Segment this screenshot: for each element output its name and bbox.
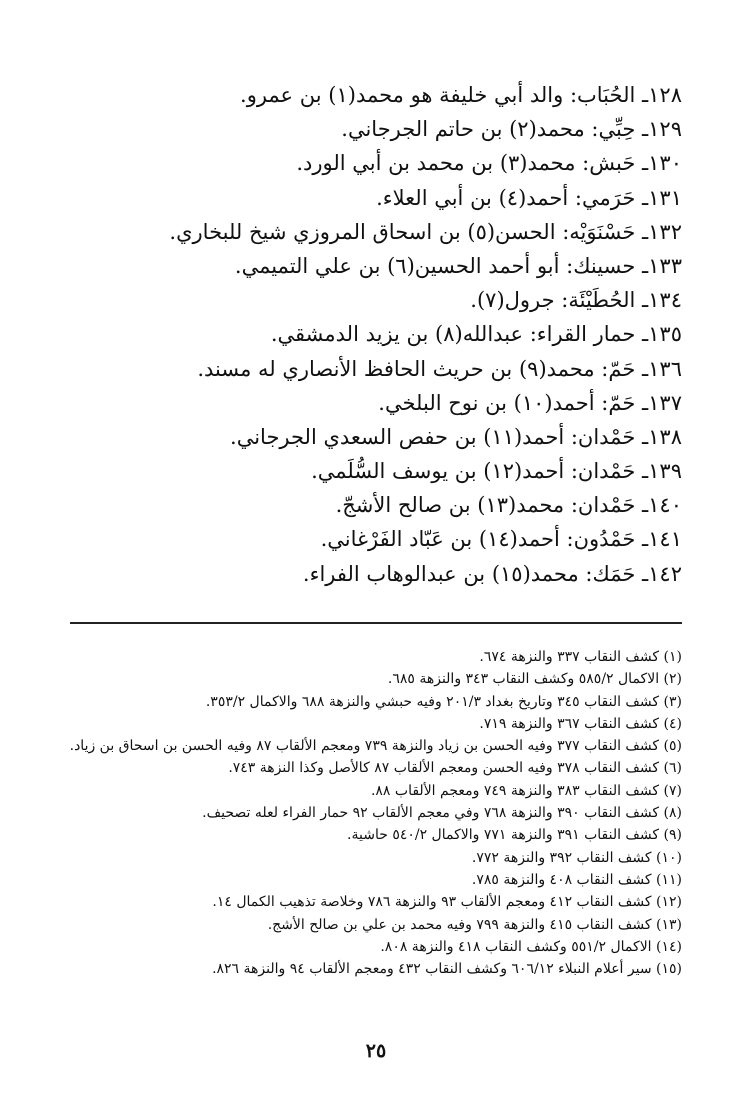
entry-number: ١٣١ـ — [642, 185, 682, 210]
entry-number: ١٤٢ـ — [642, 561, 682, 586]
entry-text: حَبش: محمد(٣) بن محمد بن أبي الورد. — [296, 151, 636, 176]
entry-number: ١٣٧ـ — [642, 390, 682, 415]
entry-139 — [62, 454, 682, 488]
footnote-2: (٢) الاكمال ٥٨٥/٢ وكشف النقاب ٣٤٣ والنزهة ٦٨٥. — [387, 671, 682, 688]
entry-128 — [62, 78, 682, 112]
footnote-3: (٣) كشف النقاب ٣٤٥ وتاريخ بغداد ٢٠١/٣ وفيه حبشي والنزهة ٦٨٨ والاكمال ٣٥٣/٢. — [205, 693, 682, 710]
footnote-15: (١٥) سير أعلام النبلاء ٦٠٦/١٢ وكشف النقاب ٤٣٢ ومعجم الألقاب ٩٤ والنزهة ٨٢٦. — [212, 961, 682, 978]
entry-number: ١٣٣ـ — [642, 253, 682, 278]
entry-text: الحُطَيْئَة: جرول(٧). — [470, 288, 636, 313]
entry-text: حمار القراء: عبدالله(٨) بن يزيد الدمشقي. — [270, 322, 636, 347]
footnote-5: (٥) كشف النقاب ٣٧٧ وفيه الحسن بن زياد والنزهة ٧٣٩ ومعجم الألقاب ٨٧ وفيه الحسن بن اسحاق بن زياد. — [69, 738, 682, 755]
footnotes-list — [62, 646, 682, 980]
entry-number: ١٢٨ـ — [642, 83, 682, 107]
entry-137 — [62, 386, 682, 420]
entry-138 — [62, 420, 682, 454]
footnote-6: (٦) كشف النقاب ٣٧٨ وفيه الحسن ومعجم الألقاب ٨٧ كالأصل وكذا النزهة ٧٤٣. — [228, 760, 682, 777]
entries-list — [62, 78, 682, 591]
footnote-11: (١١) كشف النقاب ٤٠٨ والنزهة ٧٨٥. — [471, 871, 682, 888]
entry-130 — [62, 146, 682, 180]
entry-text: حَمَك: محمد(١٥) بن عبدالوهاب الفراء. — [302, 561, 636, 586]
entry-number: ١٣٩ـ — [642, 459, 682, 484]
entry-text: الحُبَاب: والد أبي خليفة هو محمد(١) بن عمرو. — [240, 83, 636, 107]
entry-text: حَمْدان: أحمد(١٢) بن يوسف السُّلَمي. — [311, 459, 636, 484]
entry-text: حَمْدان: أحمد(١١) بن حفص السعدي الجرجاني. — [230, 424, 636, 449]
entry-133 — [62, 249, 682, 283]
entry-number: ١٣٠ـ — [642, 151, 682, 176]
footnote-10: (١٠) كشف النقاب ٣٩٢ والنزهة ٧٧٢. — [471, 849, 682, 866]
entry-number: ١٣٢ـ — [642, 219, 682, 244]
entry-number: ١٤٠ـ — [642, 493, 682, 518]
entry-text: حِبِّي: محمد(٢) بن حاتم الجرجاني. — [341, 117, 636, 142]
entry-140 — [62, 488, 682, 522]
footnote-7: (٧) كشف النقاب ٣٨٣ والنزهة ٧٤٩ ومعجم الألقاب ٨٨. — [370, 782, 682, 799]
entry-129 — [62, 112, 682, 146]
entry-132 — [62, 215, 682, 249]
entry-text: حَرَمي: أحمد(٤) بن أبي العلاء. — [376, 185, 636, 210]
entry-136 — [62, 352, 682, 386]
footnote-12: (١٢) كشف النقاب ٤١٢ ومعجم الألقاب ٩٣ والنزهة ٧٨٦ وخلاصة تذهيب الكمال ١٤. — [212, 894, 682, 911]
entry-number: ١٣٨ـ — [642, 424, 682, 449]
entry-number: ١٣٦ـ — [642, 356, 682, 381]
footnote-13: (١٣) كشف النقاب ٤١٥ والنزهة ٧٩٩ وفيه محمد بن علي بن صالح الأشج. — [267, 916, 682, 933]
footnote-8: (٨) كشف النقاب ٣٩٠ والنزهة ٧٦٨ وفي معجم الألقاب ٩٢ حمار الفراء لعله تصحيف. — [202, 805, 682, 822]
entry-135 — [62, 317, 682, 351]
page-number: ٢٥ — [365, 1040, 387, 1062]
entry-141 — [62, 522, 682, 556]
footnote-4: (٤) كشف النقاب ٣٦٧ والنزهة ٧١٩. — [479, 715, 682, 732]
entry-text: حَمّ: محمد(٩) بن حريث الحافظ الأنصاري له مسند. — [197, 356, 636, 381]
entry-text: حَمْدُون: أحمد(١٤) بن عَبّاد الفَرْغاني. — [320, 527, 636, 552]
entry-text: حَمّ: أحمد(١٠) بن نوح البلخي. — [378, 390, 636, 415]
entry-text: حسينك: أبو أحمد الحسين(٦) بن علي التميمي. — [234, 253, 636, 278]
entry-142 — [62, 557, 682, 591]
entry-number: ١٣٥ـ — [642, 322, 682, 347]
footnote-divider — [70, 622, 682, 624]
entry-134 — [62, 283, 682, 317]
footnote-14: (١٤) الاكمال ٥٥١/٢ وكشف النقاب ٤١٨ والنزهة ٨٠٨. — [380, 938, 682, 955]
entry-text: حَسْنَوَيْه: الحسن(٥) بن اسحاق المروزي شيخ للبخاري. — [169, 219, 636, 244]
entry-number: ١٣٤ـ — [642, 288, 682, 313]
footnote-9: (٩) كشف النقاب ٣٩١ والنزهة ٧٧١ والاكمال ٥٤٠/٢ حاشية. — [347, 827, 682, 844]
entry-number: ١٤١ـ — [642, 527, 682, 552]
entry-text: حَمْدان: محمد(١٣) بن صالح الأشجّ. — [335, 493, 636, 518]
entry-number: ١٢٩ـ — [642, 117, 682, 142]
footnote-1: (١) كشف النقاب ٣٣٧ والنزهة ٦٧٤. — [479, 649, 682, 665]
entry-131 — [62, 181, 682, 215]
